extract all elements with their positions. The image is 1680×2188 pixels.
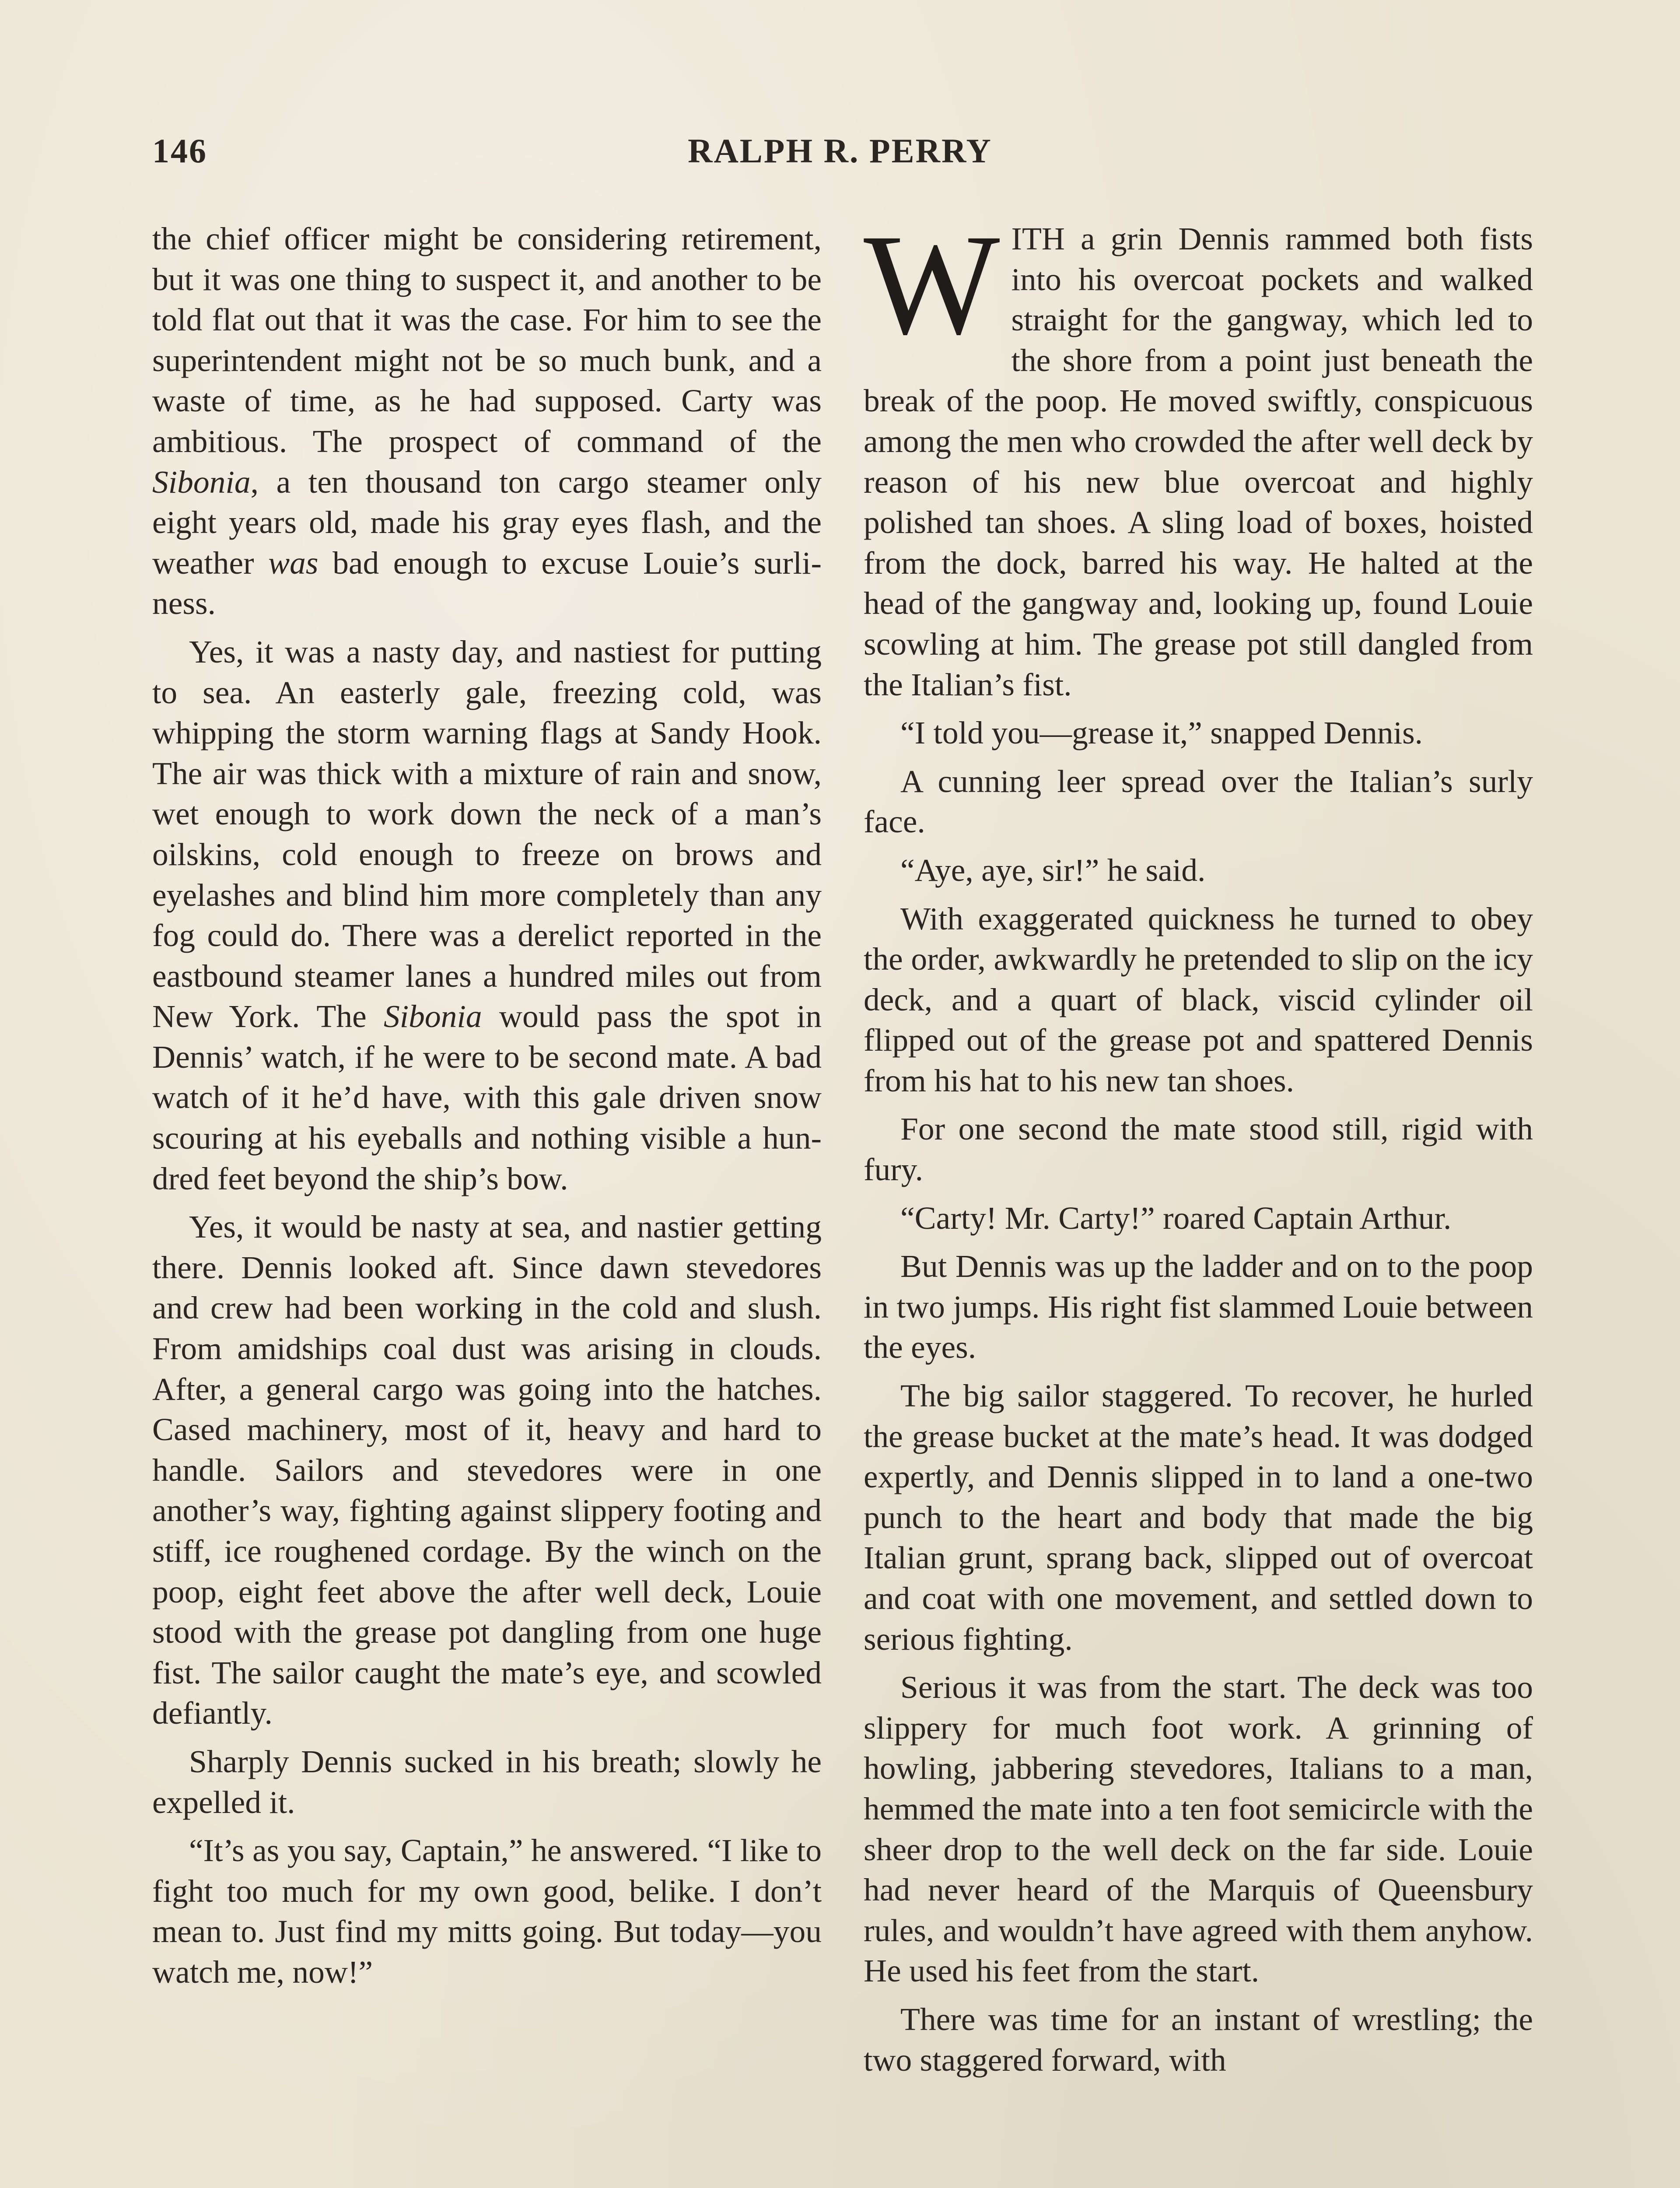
page-header bbox=[0, 131, 1680, 184]
left-column bbox=[152, 219, 822, 2001]
paragraph: But Dennis was up the ladder and on to the poop in two jumps. His right fist slammed Louie between the eyes. bbox=[864, 1248, 1533, 1365]
paragraph: “I told you—grease it,” snapped Dennis. bbox=[900, 715, 1423, 751]
paragraph: With exaggerated quickness he turned to obey the order, awkwardly he pretended to slip on the icy deck, and a quart of black, viscid cylinder oil flipped out of the grease pot and spattered Dennis from his hat to his new tan shoes. bbox=[864, 901, 1533, 1098]
paragraph: For one second the mate stood still, rigid with fury. bbox=[864, 1111, 1533, 1188]
emphasis: was bbox=[268, 545, 318, 581]
drop-cap: W bbox=[864, 205, 1000, 365]
paragraph: “Aye, aye, sir!” he said. bbox=[900, 852, 1206, 888]
ship-name: Sibonia bbox=[152, 464, 251, 500]
paragraph: WITH a grin Dennis rammed both fists into his overcoat pockets and walked straight for the gangway, which led to the shore from a point just beneath the break of the poop. He moved swiftly, conspicuous among the men who crowded the after well deck by reason of his new blue overcoat and highly polished tan shoes. A sling load of boxes, hoisted from the dock, barred his way. He halted at the head of the gangway and, looking up, found Louie scowling at him. The grease pot still dangled from the Italian’s fist. bbox=[864, 205, 1533, 702]
paragraph: Sharply Dennis sucked in his breath; slowly he expelled it. bbox=[152, 1743, 822, 1820]
paragraph: “It’s as you say, Captain,” he answered. “I like to fight too much for my own good, belike. I don’t mean to. Just find my mitts going. But today—you watch me, now!” bbox=[152, 1833, 822, 1990]
page-number: 146 bbox=[152, 132, 207, 170]
running-head-author: RALPH R. PERRY bbox=[688, 132, 992, 170]
paragraph: A cunning leer spread over the Italian’s surly face. bbox=[864, 763, 1533, 840]
paragraph: “Carty! Mr. Carty!” roared Captain Arthur. bbox=[900, 1200, 1452, 1236]
ship-name: Sibonia bbox=[384, 999, 482, 1034]
right-column bbox=[864, 205, 1533, 2088]
paragraph: Yes, it was a nasty day, and nastiest for putting to sea. An easterly gale, freezing cold, was whipping the storm warning flags at Sandy Hook. The air was thick with a mixture of rain and snow, wet enough to work down the neck of a man’s oilskins, cold enough to freeze on brows and eyelashes and blind him more completely than any fog could do. There was a derelict reported in the eastbound steamer lanes a hundred miles out from New York. The Sibonia would pass the spot in Dennis’ watch, if he were to be second mate. A bad watch of it he’d have, with this gale driven snow scouring at his eyeballs and nothing visible a hundred feet beyond the ship’s bow. bbox=[152, 634, 822, 1196]
paragraph: Serious it was from the start. The deck was too slippery for much foot work. A grinning of howling, jabbering stevedores, Italians to a man, hemmed the mate into a ten foot semicircle with the sheer drop to the well deck on the far side. Louie had never heard of the Marquis of Queensbury rules, and wouldn’t have agreed with them anyhow. He used his feet from the start. bbox=[864, 1669, 1533, 1989]
paragraph: There was time for an instant of wrestling; the two staggered forward, with bbox=[864, 2001, 1533, 2078]
paragraph: the chief officer might be considering retirement, but it was one thing to suspect it, and another to be told flat out that it was the case. For him to see the superintendent might not be so much bunk, and a waste of time, as he had supposed. Carty was ambitious. The prospect of command of the Sibonia, a ten thousand ton cargo steamer only eight years old, made his gray eyes flash, and the weather was bad enough to excuse Louie’s surliness. bbox=[152, 221, 822, 621]
paragraph: Yes, it would be nasty at sea, and nastier getting there. Dennis looked aft. Since dawn stevedores and crew had been working in the cold and slush. From amidships coal dust was arising in clouds. After, a general cargo was going into the hatches. Cased machinery, most of it, heavy and hard to handle. Sailors and stevedores were in one another’s way, fighting against slippery footing and stiff, ice roughened cordage. By the winch on the poop, eight feet above the after well deck, Louie stood with the grease pot dangling from one huge fist. The sailor caught the mate’s eye, and scowled defiantly. bbox=[152, 1209, 822, 1731]
paragraph: The big sailor staggered. To recover, he hurled the grease bucket at the mate’s head. It was dodged expertly, and Dennis slipped in to land a one-two punch to the heart and body that made the big Italian grunt, sprang back, slipped out of overcoat and coat with one movement, and settled down to serious fighting. bbox=[864, 1378, 1533, 1657]
